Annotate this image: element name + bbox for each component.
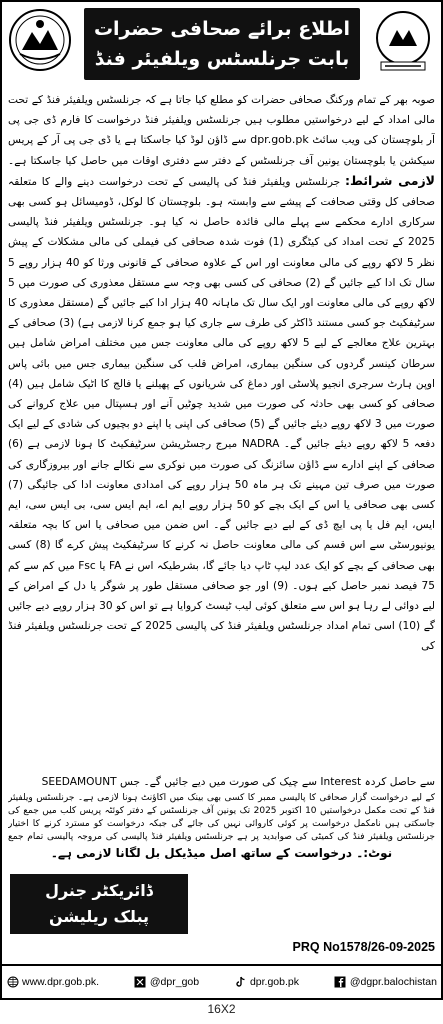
website-text: www.dpr.gob.pk.: [22, 976, 100, 988]
footer-facebook[interactable]: [334, 976, 437, 989]
announcement-body: [8, 90, 435, 770]
signature-line-1: ڈائریکٹر جنرل: [45, 881, 153, 900]
seed-amount-word: SEEDAMOUNT: [41, 776, 117, 788]
note-text: نوٹ:۔ درخواست کے ساتھ اصل میڈیکل بل لگانا لازمی ہے۔: [50, 846, 393, 860]
signature-line-2: پبلک ریلیشن: [49, 907, 149, 926]
conditions-heading: لازمی شرائط:: [344, 172, 435, 188]
footer-tiktok[interactable]: [234, 976, 299, 989]
x-twitter-icon: [134, 976, 147, 989]
closing-paragraph: [8, 792, 435, 844]
closing-text: کے لیے درخواست گزار صحافی کا پالیسی ممبر کا کسی بھی بینک میں اکاؤنٹ ہونا لازمی ہے۔ جرنلسٹس ویلفیئر فنڈ کے تحت مکمل درخواستیں 10 اکتوبر 2025 تک یونین آف جرنلسٹس کے دفتر کوئٹہ پریس کلب میں جمع کی جاسکتی ہیں نامکمل درخواست پر کوئی کاروائی نہیں کی جائے گی جبکہ درخواست کو مسترد کرنے کا اختیار جرنلسٹس ویلفیئر فنڈ کی کمیٹی کی صوابدید پر ہے جرنلسٹس ویلفیئر فنڈ پالیسی کی مروجہ پالیسی تمام جمع: [8, 793, 435, 842]
footer-twitter[interactable]: [134, 976, 199, 989]
facebook-icon: [334, 976, 347, 989]
twitter-text: @dpr_gob: [149, 976, 200, 988]
seed-amount-line: [8, 772, 435, 792]
facebook-text: @dgpr.balochistan: [349, 976, 437, 988]
header: [2, 2, 441, 86]
signature-block: [10, 874, 188, 934]
intro-text-2: سے ڈاؤن لوڈ کیا جاسکتا ہے یا ڈی جی پی آر کے پریس سیکشن یا بلوچستان یونین آف جرنلسٹس کے دفتر سے دفتری اوقات میں حاصل کیا جاسکتا ہے۔: [8, 134, 435, 167]
footer: [2, 964, 441, 998]
intro-text: صوبہ بھر کے تمام ورکنگ صحافی حضرات کو مطلع کیا جاتا ہے کہ جرنلسٹس ویلفیئر فنڈ کے تحت مالی امداد کے لیے درخواستیں مطلوب ہیں جرنلسٹس ویلفیئر فنڈ درخواست کا فارم ڈی جی پی آر بلوچستان کی ویب سائٹ: [8, 94, 435, 147]
title-banner: [84, 8, 360, 80]
size-caption: 16X2: [207, 1002, 236, 1016]
footer-website[interactable]: [6, 976, 99, 989]
tiktok-text: dpr.gob.pk: [249, 976, 299, 988]
globe-icon: [6, 976, 19, 989]
tiktok-icon: [234, 976, 247, 989]
balochistan-emblem-icon: [8, 8, 72, 72]
dgpr-logo-icon: [371, 8, 435, 72]
conditions-text: جرنلسٹس ویلفیئر فنڈ کی پالیسی کے تحت درخواست دینے والے کا متعلقہ صحافی کل وقتی صحافت کے پیشے سے وابستہ ہو۔ بلوچستان کا لوکل، ڈومیسائل ہو کسی بھی سرکاری ادارے محکمے سے پہلے مالی فائدہ حاصل نہ کیا ہو۔ جرنلسٹس ویلفیئر فنڈ پالیسی 2025 کے تحت امداد کی کیٹگری (1) فوت شدہ صحافی کی فیملی کی مالی مشکلات کے پیش نظر 5 لاکھ روپے کی مالی معاونت اور اس کے علاوہ صحافی کے قانونی ورثا کو 40 ہزار روپے 5 سال تک ادا کیے جائیں گے (2) صحافی کی کسی بھی وجہ سے مستقل معذوری کی صورت میں 5 لاکھ روپے کی مالی معاونت اور ایک سال تک ماہانہ 40 ہزار ادا کیے جائیں گے (مستقل معذوری کا سرٹیفکیٹ جو کسی مستند ڈاکٹر کی طرف سے جاری کیا ہو جمع کرنا لازمی ہے) (3) صحافی کے بہترین علاج معالجے کے لیے 5 لاکھ روپے کی مالی معاونت جس میں مختلف امراض شامل ہیں سرطان کینسر گردوں کی سنگین بیماری، امراض قلب کی سنگین بیماری جس میں بائی پاس اوپن ہارٹ سرجری انجیو پلاسٹی اور دماغ کی شریانوں کے پھیلنے یا فالج کا اٹیک شامل ہیں (4) صحافی کو کسی بھی حادثہ کی صورت میں شدید چوٹیں آنے اور ہسپتال میں علاج کروانے کی صورت میں 3 لاکھ روپے دیئے جائیں گے (5) صحافی کی اپنی یا اپنے دو بچیوں کی شادی کے لیے ایک دفعہ 5 لاکھ روپے دیئے جائیں گے۔ NADRA میرج رجسٹریشن سرٹیفکیٹ کا ہونا لازمی ہے (6) صحافی کے اپنے ادارے سے ڈاؤن سائزنگ کی صورت میں نوکری سے نکالے جانے اور بیروزگاری کی صورت میں صرف تین مہینے تک ہر ماہ 50 ہزار روپے کی امدادی معاونت ادا کی جائیگی (7) کسی بھی صحافی یا اس کے ایک بچے کو 50 ہزار روپے ایم اے، ایم ایس سی، بی ایس سی، ایم ایس، ایم فل یا پی ایچ ڈی کے لیے دیے جائیں گے۔ اس ضمن میں صحافی یا اس کا بچہ متعلقہ یونیورسٹی سے اس قسم کی مالی معاونت حاصل نہ کرنے کا سرٹیفکیٹ پیش کرے گا (8) کسی بھی صحافی کے بچے کو ایک عدد لیپ ٹاپ دیا جائے گا، بشرطیکہ اس نے FA یا Fsc میں کم سے کم 75 فیصد نمبر حاصل کیے ہوں۔ (9) اور جو صحافی مستقل طور پر شوگر یا دل کے امراض کے لیے دوائی لے رہا ہو اس سے متعلق کوئی لیب ٹیسٹ کروایا ہے تو اس کو 30 ہزار روپے دیے جائیں گے (10) اسی تمام امداد جرنلسٹس ویلفیئر فنڈ کی پالیسی 2025 کے تحت جرنلسٹس ویلفیئر فنڈ کی: [8, 175, 435, 653]
seed-line-text: سے حاصل کردہ Interest سے چیک کی صورت میں دیے جائیں گے۔ جس: [120, 776, 435, 788]
title-line-1: اطلاع برائے صحافی حضرات: [93, 18, 351, 40]
title-line-2: بابت جرنلسٹس ویلفیئر فنڈ: [94, 48, 350, 70]
website-link[interactable]: dpr.gob.pk: [250, 133, 309, 147]
prq-number: PRQ No1578/26-09-2025: [292, 940, 435, 954]
